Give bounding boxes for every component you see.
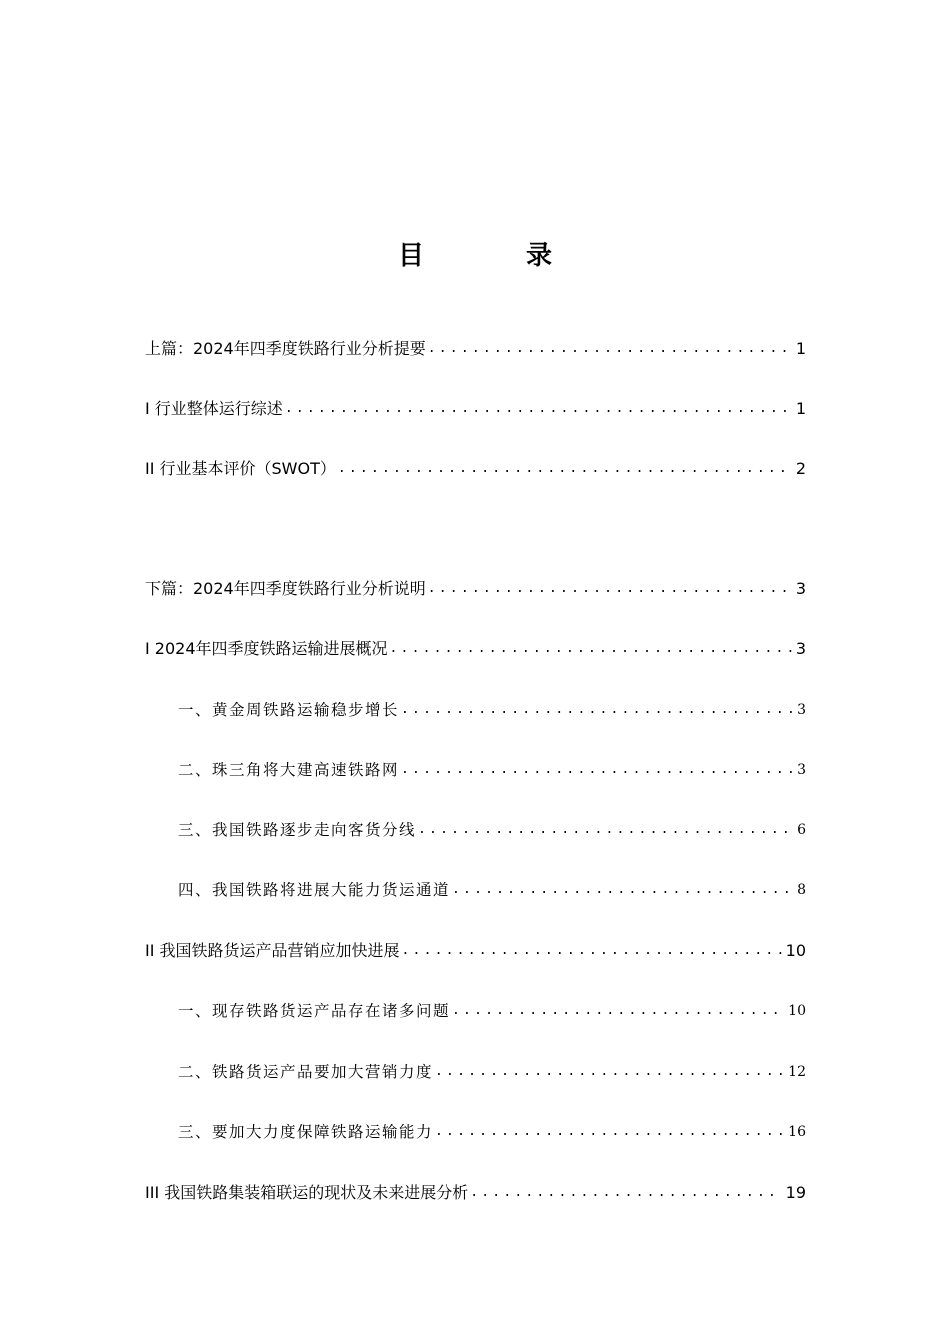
toc-entry[interactable] xyxy=(145,570,806,600)
toc-entry-text: III 我国铁路集装箱联运的现状及未来进展分析 xyxy=(145,1183,469,1202)
toc-page-number: 10 xyxy=(788,1003,806,1019)
toc-entry[interactable] xyxy=(178,1113,806,1143)
toc-entry-text: 下篇：2024年四季度铁路行业分析说明 xyxy=(145,579,426,598)
toc-entry-text: II 我国铁路货运产品营销应加快进展 xyxy=(145,941,400,960)
toc-dot-leader xyxy=(470,1182,781,1204)
toc-entry[interactable] xyxy=(145,1174,806,1204)
toc-entry[interactable] xyxy=(178,992,806,1022)
toc-entry[interactable] xyxy=(145,330,806,360)
toc-page-number: 3 xyxy=(795,639,806,658)
toc-entry-text: 一、黄金周铁路运输稳步增长 xyxy=(178,701,400,719)
toc-entry-text: 四、我国铁路将进展大能力货运通道 xyxy=(178,881,451,899)
toc-entry[interactable] xyxy=(178,811,806,841)
toc-entry-text: 上篇：2024年四季度铁路行业分析提要 xyxy=(145,339,426,358)
toc-entry[interactable] xyxy=(145,932,806,962)
toc-dot-leader xyxy=(401,759,793,781)
toc-entry-text: 一、现存铁路货运产品存在诸多问题 xyxy=(178,1002,451,1020)
toc-entry-text: 三、我国铁路逐步走向客货分线 xyxy=(178,821,417,839)
toc-entry-text: 二、珠三角将大建高速铁路网 xyxy=(178,761,400,779)
toc-entry[interactable] xyxy=(145,630,806,660)
toc-dot-leader xyxy=(401,699,793,721)
toc-page-number: 1 xyxy=(795,339,806,358)
toc-entry[interactable] xyxy=(178,691,806,721)
toc-entry-text: II 行业基本评价（SWOT） xyxy=(145,459,336,478)
toc-entry[interactable] xyxy=(178,871,806,901)
toc-entry-text: 三、要加大力度保障铁路运输能力 xyxy=(178,1123,434,1141)
toc-page-number: 3 xyxy=(795,579,806,598)
toc-page-number: 16 xyxy=(788,1124,806,1140)
toc-dot-leader xyxy=(452,879,793,901)
toc-page-number: 1 xyxy=(795,399,806,418)
toc-entry[interactable] xyxy=(178,1053,806,1083)
toc-entry-text: 二、铁路货运产品要加大营销力度 xyxy=(178,1063,434,1081)
toc-page-number: 3 xyxy=(797,762,806,778)
toc-dot-leader xyxy=(390,638,792,660)
toc-page-number: 8 xyxy=(797,882,806,898)
toc-page-number: 12 xyxy=(788,1064,806,1080)
toc-entry-text: I 2024年四季度铁路运输进展概况 xyxy=(145,639,388,658)
toc-entry[interactable] xyxy=(178,751,806,781)
toc-page-number: 10 xyxy=(785,941,806,960)
toc-entry[interactable] xyxy=(145,390,806,420)
toc-dot-leader xyxy=(435,1121,784,1143)
toc-entry-text: I 行业整体运行综述 xyxy=(145,399,283,418)
toc-page-number: 2 xyxy=(795,459,806,478)
toc-dot-leader xyxy=(338,458,792,480)
toc-page-number: 19 xyxy=(785,1183,806,1202)
toc-page-number: 6 xyxy=(797,822,806,838)
toc-dot-leader xyxy=(428,338,792,360)
toc-dot-leader xyxy=(418,819,793,841)
toc-dot-leader xyxy=(435,1061,784,1083)
toc-dot-leader xyxy=(452,1000,784,1022)
toc-page-number: 3 xyxy=(797,702,806,718)
toc-dot-leader xyxy=(285,398,792,420)
toc-dot-leader xyxy=(402,940,782,962)
toc-entry[interactable] xyxy=(145,450,806,480)
toc-title: 目 录 xyxy=(397,241,590,271)
toc-dot-leader xyxy=(428,578,792,600)
